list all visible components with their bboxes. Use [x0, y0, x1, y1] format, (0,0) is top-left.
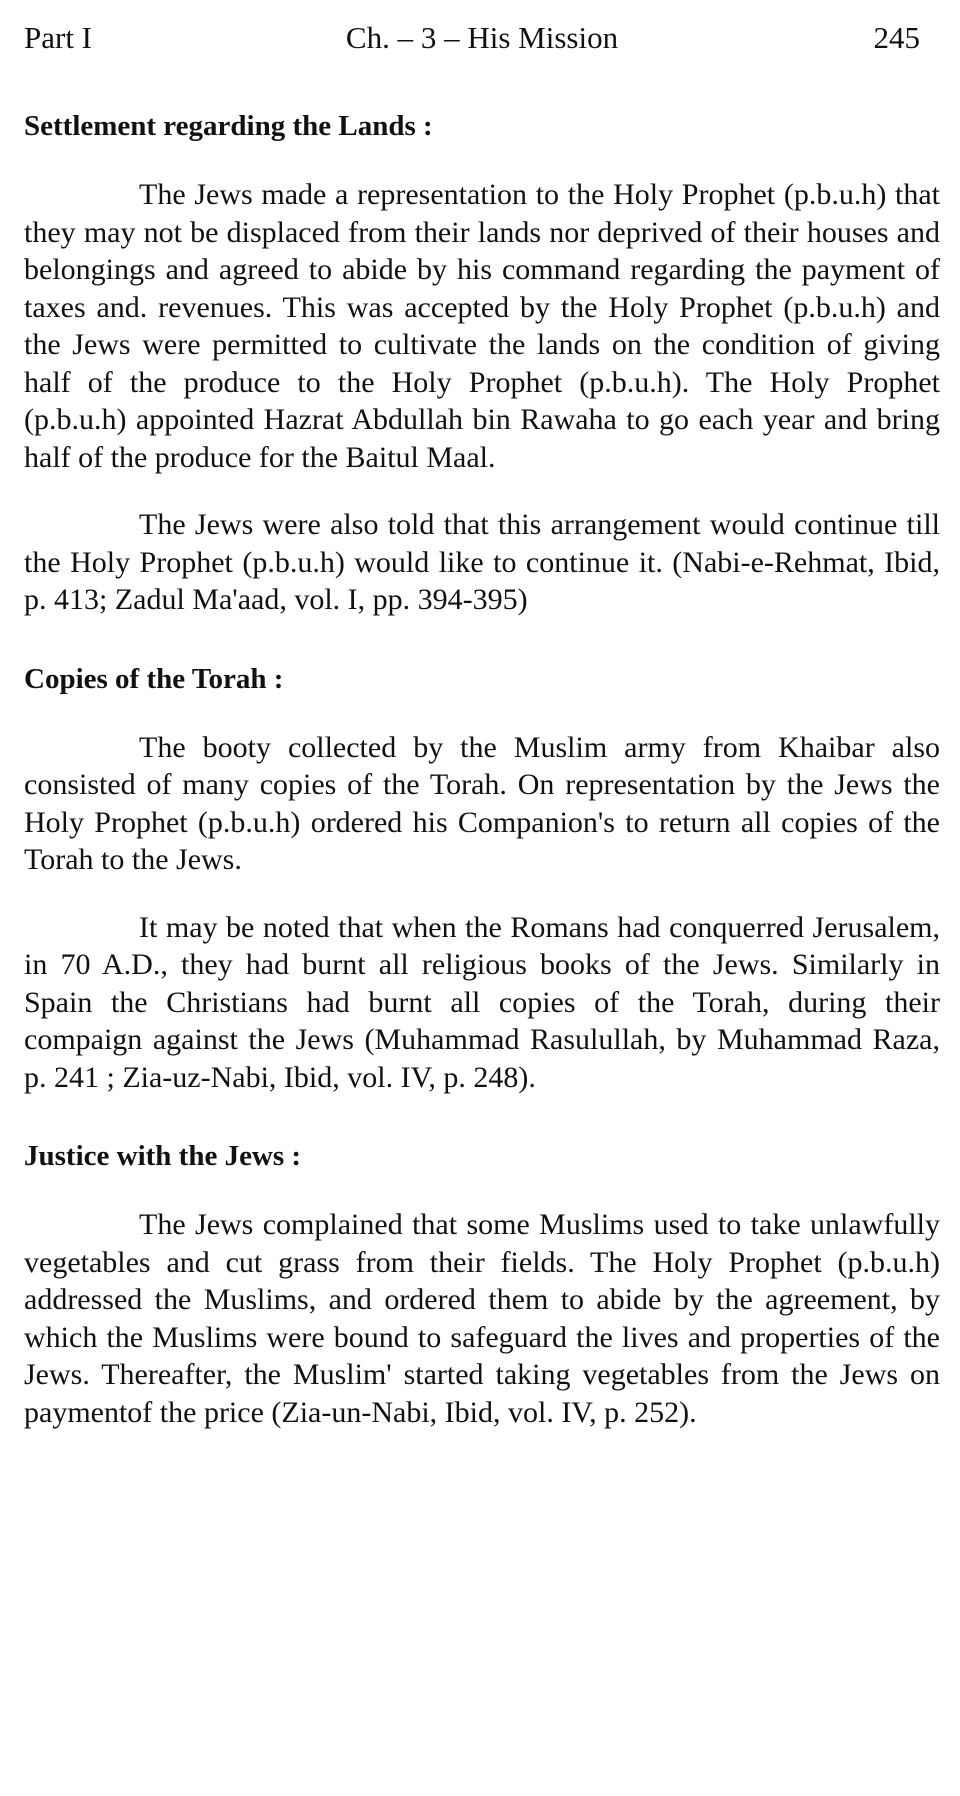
part-label: Part I: [24, 20, 93, 55]
chapter-title: Ch. – 3 – His Mission: [345, 20, 619, 55]
paragraph: The Jews complained that some Muslims used to take unlawfully vegetables and cut grass from their fields. The Holy Prophet (p.b.u.h) addressed the Muslims, and ordered them to abide by the agreement, by which the Muslims were bound to safeguard the lives and properties of the Jews. Thereafter, the Muslim' started taking vegetables from the Jews on paymentof the price (Zia-un-Nabi, Ibid, vol. IV, p. 252).: [24, 1208, 940, 1429]
section-heading: Settlement regarding the Lands :: [24, 110, 433, 142]
section-justice: [24, 1136, 940, 1431]
section-heading: Copies of the Torah :: [24, 662, 284, 695]
section-torah-copies: [24, 659, 940, 1097]
paragraph: The booty collected by the Muslim army from Khaibar also consisted of many copies of the Torah. On representation by the Jews the Holy Prophet (p.b.u.h) ordered his Companion's to return all copies of the Torah to the Jews.: [24, 730, 940, 876]
running-header: [24, 18, 940, 58]
paragraph: The Jews made a representation to the Holy Prophet (p.b.u.h) that they may not be displaced from their lands nor deprived of their houses and belongings and agreed to abide by his command regarding the payment of taxes and. revenues. This was accepted by the Holy Prophet (p.b.u.h) and the Jews were permitted to cultivate the lands on the condition of giving half of the produce to the Holy Prophet (p.b.u.h). The Holy Prophet (p.b.u.h) appointed Hazrat Abdullah bin Rawaha to go each year and bring half of the produce for the Baitul Maal.: [24, 178, 940, 474]
paragraph: It may be noted that when the Romans had conquerred Jerusalem, in 70 A.D., they had burnt all religious books of the Jews. Similarly in Spain the Christians had burnt all copies of the Torah, during their compaign against the Jews (Muhammad Rasulullah, by Muhammad Raza, p. 241 ; Zia-uz-Nabi, Ibid, vol. IV, p. 248).: [24, 910, 940, 1094]
book-page: [24, 18, 940, 1431]
section-settlement: [24, 106, 940, 619]
paragraph: The Jews were also told that this arrangement would continue till the Holy Prophet (p.b.u.h) would like to continue it. (Nabi-e-Rehmat, Ibid, p. 413; Zadul Ma'aad, vol. I, pp. 394-395): [24, 508, 940, 616]
section-heading: Justice with the Jews :: [24, 1140, 302, 1172]
page-number: 245: [873, 20, 920, 55]
